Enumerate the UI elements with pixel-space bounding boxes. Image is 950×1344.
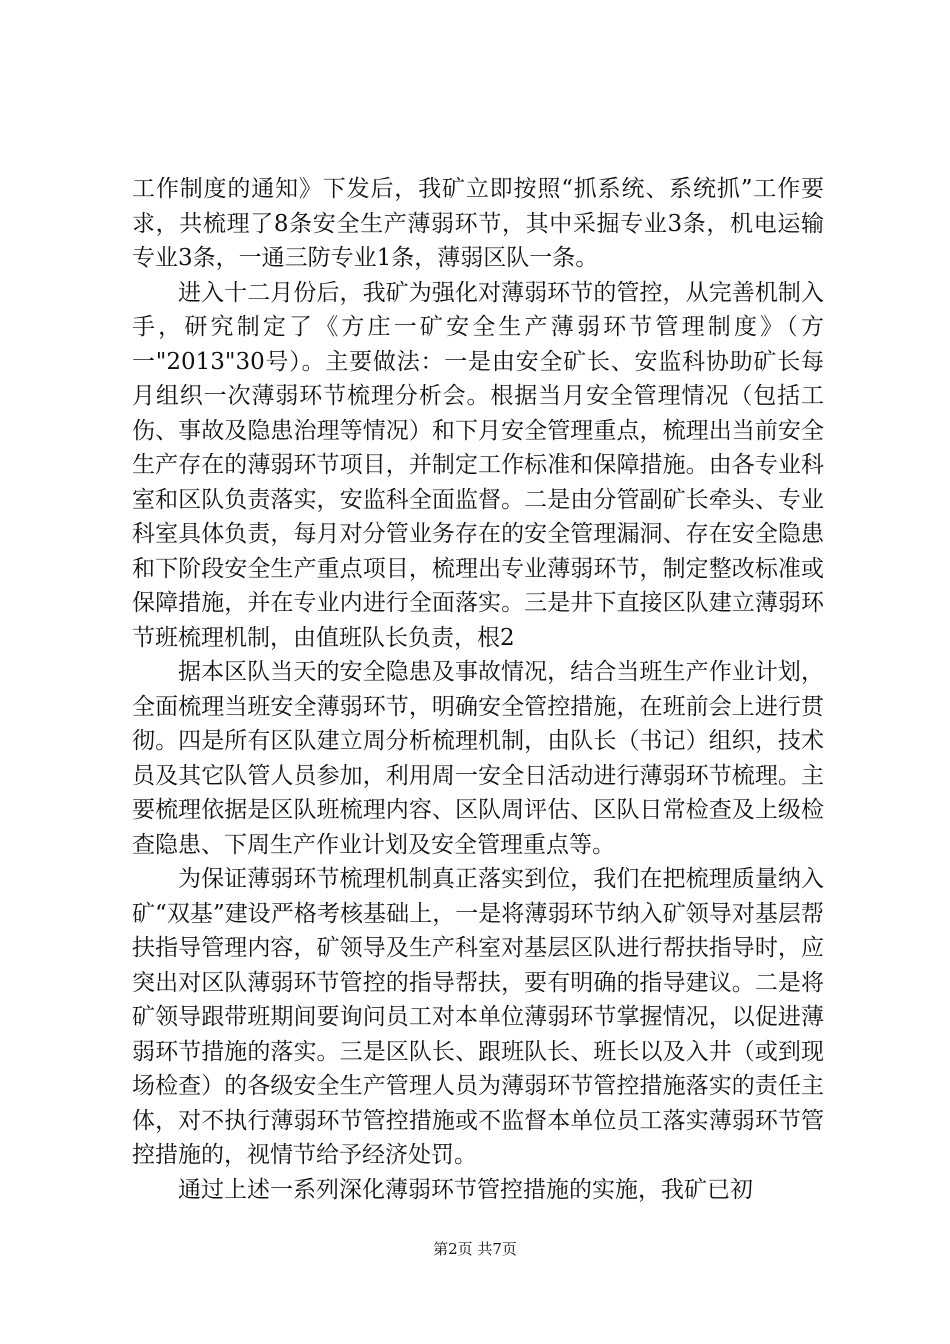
paragraph-assurance: 为保证薄弱环节梳理机制真正落实到位，我们在把梳理质量纳入矿“双基”建设严格考核基础上，一是将薄弱环节纳入矿领导对基层帮扶指导管理内容，矿领导及生产科室对基层区队进行帮扶指导时，应突出对区队薄弱环节管控的指导帮扶，要有明确的指导建议。二是将矿领导跟带班期间要询问员工对本单位薄弱环节掌握情况，以促进薄弱环节措施的落实。三是区队长、跟班队长、班长以及入井（或到现场检查）的各级安全生产管理人员为薄弱环节管控措施落实的责任主体，对不执行薄弱环节管控措施或不监督本单位员工落实薄弱环节管控措施的，视情节给予经济处罚。 <box>132 866 824 1168</box>
paragraph-continuation: 工作制度的通知》下发后，我矿立即按照“抓系统、系统抓”工作要求，共梳理了8条安全生产薄弱环节，其中采掘专业3条，机电运输专业3条，一通三防专业1条，薄弱区队一条。 <box>132 176 824 271</box>
paragraph-results: 通过上述一系列深化薄弱环节管控措施的实施，我矿已初 <box>178 1176 753 1203</box>
paragraph-mechanism: 进入十二月份后，我矿为强化对薄弱环节的管控，从完善机制入手，研究制定了《方庄一矿安全生产薄弱环节管理制度》（方一"2013"30号）。主要做法：一是由安全矿长、安监科协助矿长每月组织一次薄弱环节梳理分析会。根据当月安全管理情况（包括工伤、事故及隐患治理等情况）和下月安全管理重点，梳理出当前安全生产存在的薄弱环节项目，并制定工作标准和保障措施。由各专业科室和区队负责落实，安监科全面监督。二是由分管副矿长牵头、专业科室具体负责，每月对分管业务存在的安全管理漏洞、存在安全隐患和下阶段安全生产重点项目，梳理出专业薄弱环节，制定整改标准或保障措施，并在专业内进行全面落实。三是井下直接区队建立薄弱环节班梳理机制，由值班队长负责，根2 <box>132 279 824 651</box>
page-number-footer: 第2页 共7页 <box>433 1240 517 1258</box>
paragraph-team-analysis: 据本区队当天的安全隐患及事故情况，结合当班生产作业计划，全面梳理当班安全薄弱环节，明确安全管控措施，在班前会上进行贯彻。四是所有区队建立周分析梳理机制，由队长（书记）组织，技术员及其它队管人员参加，利用周一安全日活动进行薄弱环节梳理。主要梳理依据是区队班梳理内容、区队周评估、区队日常检查及上级检查隐患、下周生产作业计划及安全管理重点等。 <box>132 659 824 858</box>
document-body <box>132 172 824 1207</box>
